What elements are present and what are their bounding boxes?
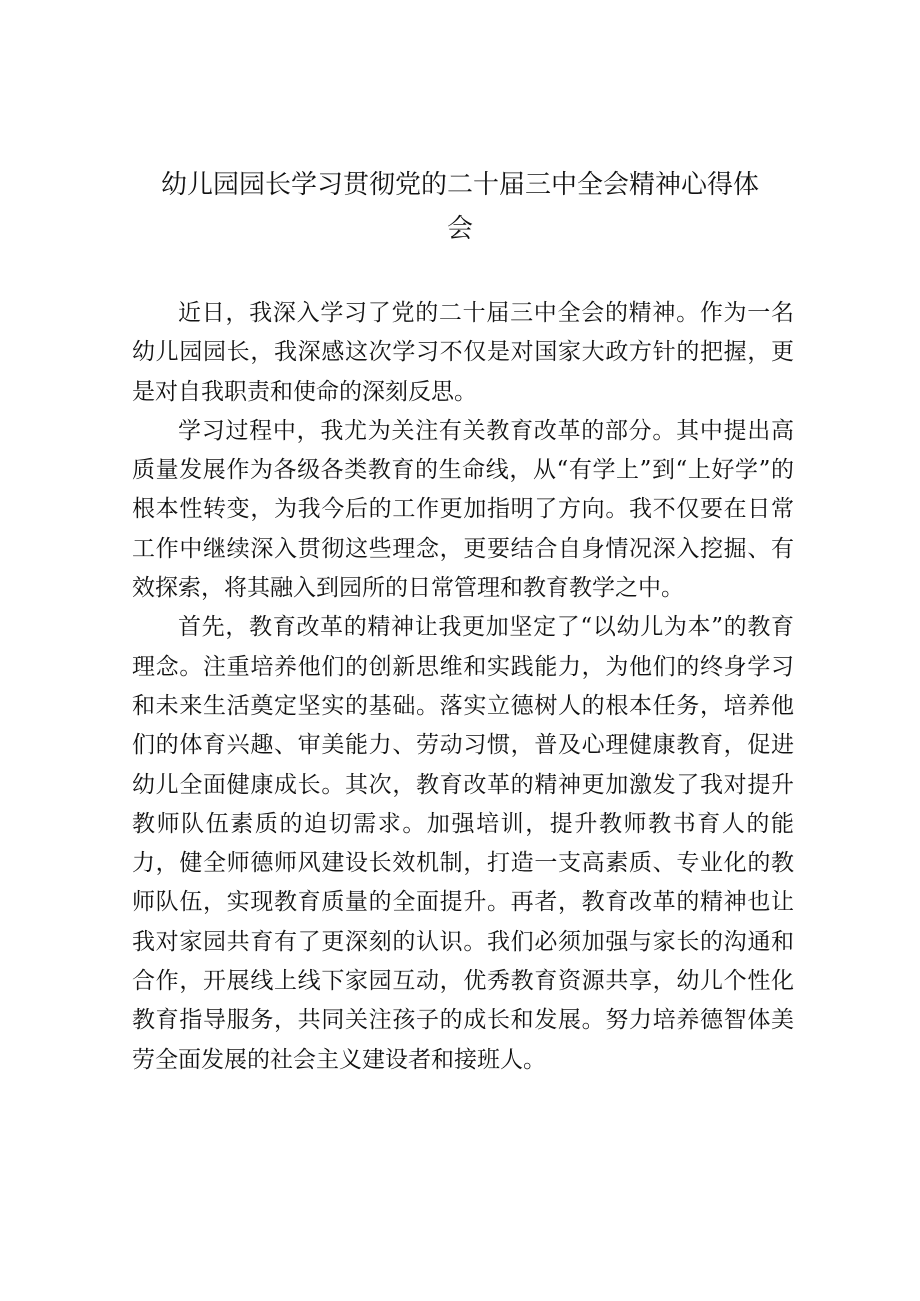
document-title [0, 163, 920, 251]
title-line: 会 [446, 214, 473, 244]
paragraph: 学习过程中，我尤为关注有关教育改革的部分。其中提出高质量发展作为各级各类教育的生命线，从“有学上”到“上好学”的根本性转变，为我今后的工作更加指明了方向。我不仅要在日常工作中继续深入贯彻这些理念，更要结合自身情况深入挖掘、有效探索，将其融入到园所的日常管理和教育教学之中。 [132, 417, 794, 602]
paragraph: 首先，教育改革的精神让我更加坚定了“以幼儿为本”的教育理念。注重培养他们的创新思维和实践能力，为他们的终身学习和未来生活奠定坚实的基础。落实立德树人的根本任务，培养他们的体育兴趣、审美能力、劳动习惯，普及心理健康教育，促进幼儿全面健康成长。其次，教育改革的精神更加激发了我对提升教师队伍素质的迫切需求。加强培训，提升教师教书育人的能力，健全师德师风建设长效机制，打造一支高素质、专业化的教师队伍，实现教育质量的全面提升。再者，教育改革的精神也让我对家园共育有了更深刻的认识。我们必须加强与家长的沟通和合作，开展线上线下家园互动，优秀教育资源共享，幼儿个性化教育指导服务，共同关注孩子的成长和发展。努力培养德智体美劳全面发展的社会主义建设者和接班人。 [132, 614, 794, 1073]
paragraph: 近日，我深入学习了党的二十届三中全会的精神。作为一名幼儿园园长，我深感这次学习不仅是对国家大政方针的把握，更是对自我职责和使命的深刻反思。 [132, 300, 794, 405]
title-line: 幼儿园园长学习贯彻党的二十届三中全会精神心得体 [160, 170, 759, 200]
document-body [132, 294, 794, 1080]
